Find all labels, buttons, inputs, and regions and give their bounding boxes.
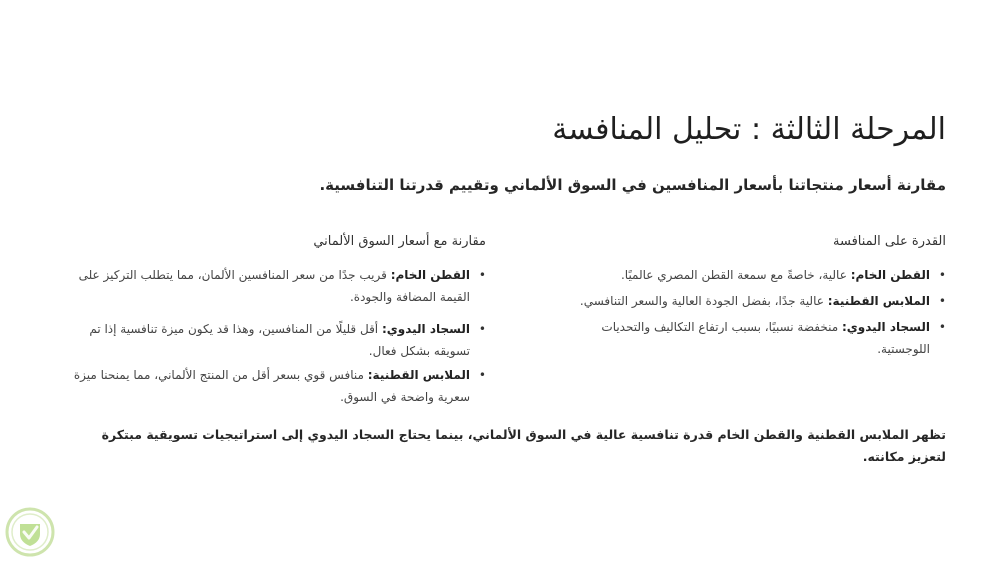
item-text: منخفضة نسبيًا، بسبب ارتفاع التكاليف والتحديات اللوجستية. (601, 320, 930, 356)
list-item (546, 264, 946, 286)
item-term: السجاد اليدوي: (381, 322, 470, 336)
item-text: عالية جدًا، بفضل الجودة العالية والسعر التنافسي. (579, 294, 824, 308)
slide-subtitle: مقارنة أسعار منتجاتنا بأسعار المنافسين في السوق الألماني وتقييم قدرتنا التنافسية. (319, 176, 946, 194)
competitive-ability-list (546, 264, 946, 360)
item-term: القطن الخام: (390, 268, 470, 282)
item-text: قريب جدًا من سعر المنافسين الألمان، مما يتطلب التركيز على القيمة المضافة والجودة. (78, 268, 470, 304)
item-text: عالية، خاصةً مع سمعة القطن المصري عالميًا. (620, 268, 847, 282)
list-item (56, 364, 486, 408)
item-text: منافس قوي بسعر أقل من المنتج الألماني، مما يمنحنا ميزة سعرية واضحة في السوق. (73, 368, 470, 404)
item-term: السجاد اليدوي: (841, 320, 930, 334)
item-term: القطن الخام: (850, 268, 930, 282)
competitive-ability-heading: القدرة على المنافسة (833, 234, 946, 249)
list-item (56, 264, 486, 308)
list-item (56, 318, 486, 362)
list-item (546, 316, 946, 360)
german-price-comparison-heading: مقارنة مع أسعار السوق الألماني (313, 234, 486, 249)
item-term: الملابس القطنية: (367, 368, 470, 382)
item-term: الملابس القطنية: (827, 294, 930, 308)
german-price-comparison-list (56, 264, 486, 408)
german-price-comparison-column (56, 232, 486, 418)
competitive-ability-column (546, 232, 946, 364)
list-item (546, 290, 946, 312)
slide-conclusion: تظهر الملابس القطنية والقطن الخام قدرة تنافسية عالية في السوق الألماني، بينما يحتاج السجاد اليدوي إلى استراتيجيات تسويقية مبتكرة لتعزيز مكانته. (101, 427, 946, 464)
watermark-logo-icon (4, 506, 56, 558)
item-text: أقل قليلًا من المنافسين، وهذا قد يكون ميزة تنافسية إذا تم تسويقه بشكل فعال. (89, 322, 470, 358)
slide-title: المرحلة الثالثة : تحليل المنافسة (552, 112, 946, 147)
